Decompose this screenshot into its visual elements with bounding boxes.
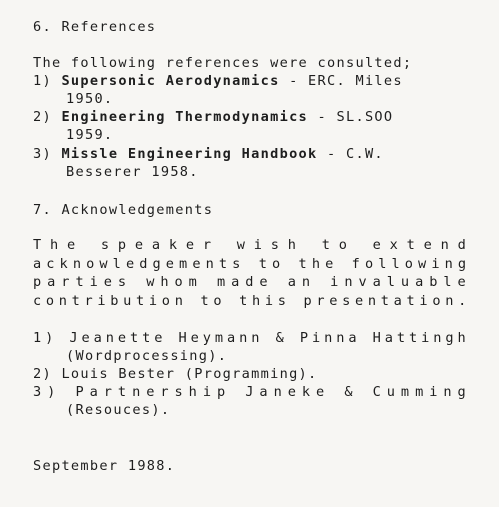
reference-year: 1950. [66, 91, 114, 107]
ack-role: (Wordprocessing). [66, 348, 228, 364]
reference-author-year: Besserer 1958. [66, 164, 199, 180]
reference-author: - SL.SOO [308, 109, 394, 125]
reference-item-3 [33, 146, 384, 163]
reference-item-1 [33, 73, 403, 90]
item-number: 1) [33, 73, 52, 89]
reference-author: - ERC. Miles [279, 73, 403, 89]
reference-year: 1959. [66, 127, 114, 143]
ack-text: Louis Bester (Programming). [61, 366, 318, 382]
reference-item-2 [33, 109, 393, 126]
reference-author: - C.W. [317, 146, 384, 162]
paragraph-line: contribution to this presentation. [33, 293, 471, 309]
item-number: 2) [33, 366, 52, 382]
paragraph-line: parties whom made an invaluable [33, 274, 472, 290]
item-number: 1) [33, 330, 58, 346]
ack-text: Partnership Janeke & Cumming [75, 384, 472, 400]
reference-title: Missle Engineering Handbook [61, 146, 318, 162]
ack-text: Jeanette Heymann & Pinna Hattingh [69, 330, 470, 346]
paragraph-line: acknowledgements to the following [33, 256, 472, 272]
references-intro: The following references were consulted; [33, 55, 413, 71]
ack-item-1 [33, 330, 470, 347]
acknowledgements-heading: 7. Acknowledgements [33, 202, 214, 218]
paragraph-line: The speaker wish to extend [33, 237, 475, 253]
document-date: September 1988. [33, 458, 176, 474]
reference-title: Supersonic Aerodynamics [61, 73, 280, 89]
item-number: 2) [33, 109, 52, 125]
item-number: 3) [33, 384, 62, 400]
reference-title: Engineering Thermodynamics [61, 109, 309, 125]
item-number: 3) [33, 146, 52, 162]
ack-item-2 [33, 366, 318, 383]
ack-role: (Resouces). [66, 402, 171, 418]
references-heading: 6. References [33, 19, 157, 35]
ack-item-3 [33, 384, 472, 401]
